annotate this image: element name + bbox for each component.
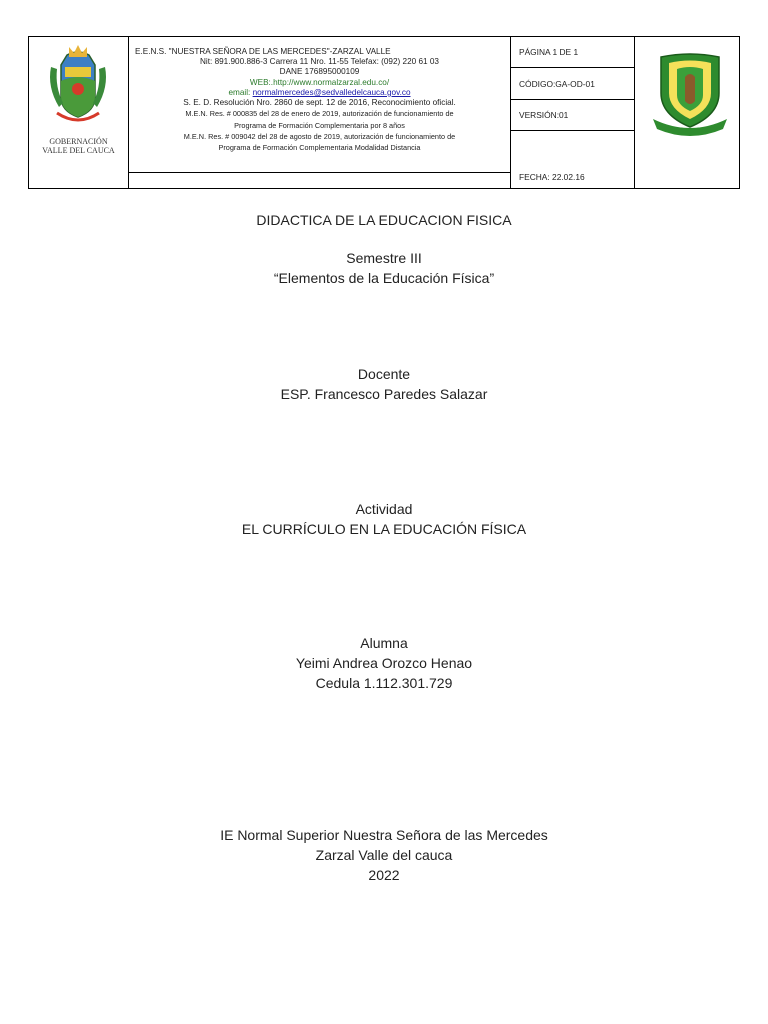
document-code: CÓDIGO:GA-OD-01 (519, 79, 595, 89)
docente-name: ESP. Francesco Paredes Salazar (280, 386, 488, 402)
email-link[interactable]: normalmercedes@sedvalledelcauca.gov.co (252, 87, 411, 97)
school-name: IE Normal Superior Nuestra Señora de las Mercedes (220, 827, 548, 843)
student-name: Yeimi Andrea Orozco Henao (295, 655, 473, 671)
student-label: Alumna (360, 635, 408, 651)
course-title: DIDACTICA DE LA EDUCACION FISICA (256, 212, 512, 228)
school-block (0, 825, 768, 885)
men-resolution-2: M.E.N. Res. # 009042 del 28 de agosto de 2019, autorización de funcionamiento de (183, 131, 456, 141)
semester-label: Semestre III (346, 250, 422, 266)
institution-name: E.E.N.S. "NUESTRA SEÑORA DE LAS MERCEDES"-ZARZAL VALLE (135, 47, 391, 56)
document-header (28, 36, 740, 189)
gobernacion-label-1: GOBERNACIÓN (49, 137, 108, 146)
institution-dane: DANE 176895000109 (279, 67, 360, 77)
docente-label: Docente (357, 366, 411, 382)
gobernacion-label-2: VALLE DEL CAUCA (42, 146, 115, 155)
course-title-block (0, 210, 768, 230)
gobernacion-logo (29, 37, 128, 190)
sed-resolution: S. E. D. Resolución Nro. 2860 de sept. 12 de 2016, Reconocimiento oficial. (183, 98, 456, 108)
institution-info (129, 37, 510, 153)
institution-web: WEB:.http://www.normalzarzal.edu.co/ (249, 77, 390, 87)
institution-nit: Nit: 891.900.886-3 Carrera 11 Nro. 11-55 Telefax: (092) 220 61 03 (200, 57, 439, 67)
page-number: PÁGINA 1 DE 1 (519, 47, 579, 57)
document-version: VERSIÓN:01 (519, 110, 569, 120)
email-label: email: (228, 87, 253, 97)
activity-name: EL CURRÍCULO EN LA EDUCACIÓN FÍSICA (241, 521, 527, 537)
school-year: 2022 (368, 867, 400, 883)
men-resolution-1b: Programa de Formación Complementaria por 8 años (234, 120, 405, 130)
student-block (0, 633, 768, 693)
document-date: FECHA: 22.02.16 (519, 172, 585, 182)
school-logo (639, 37, 741, 190)
course-subtitle: “Elementos de la Educación Física” (273, 270, 495, 286)
docente-block (0, 364, 768, 404)
school-city: Zarzal Valle del cauca (315, 847, 453, 863)
student-id: Cedula 1.112.301.729 (315, 675, 453, 691)
men-resolution-2b: Programa de Formación Complementaria Modalidad Distancia (218, 143, 421, 153)
school-crest-icon (639, 37, 741, 147)
activity-block (0, 499, 768, 539)
activity-label: Actividad (355, 501, 413, 517)
semester-block (0, 248, 768, 288)
coat-of-arms-icon (29, 37, 128, 137)
men-resolution-1: M.E.N. Res. # 000835 del 28 de enero de 2019, autorización de funcionamiento de (185, 109, 454, 119)
